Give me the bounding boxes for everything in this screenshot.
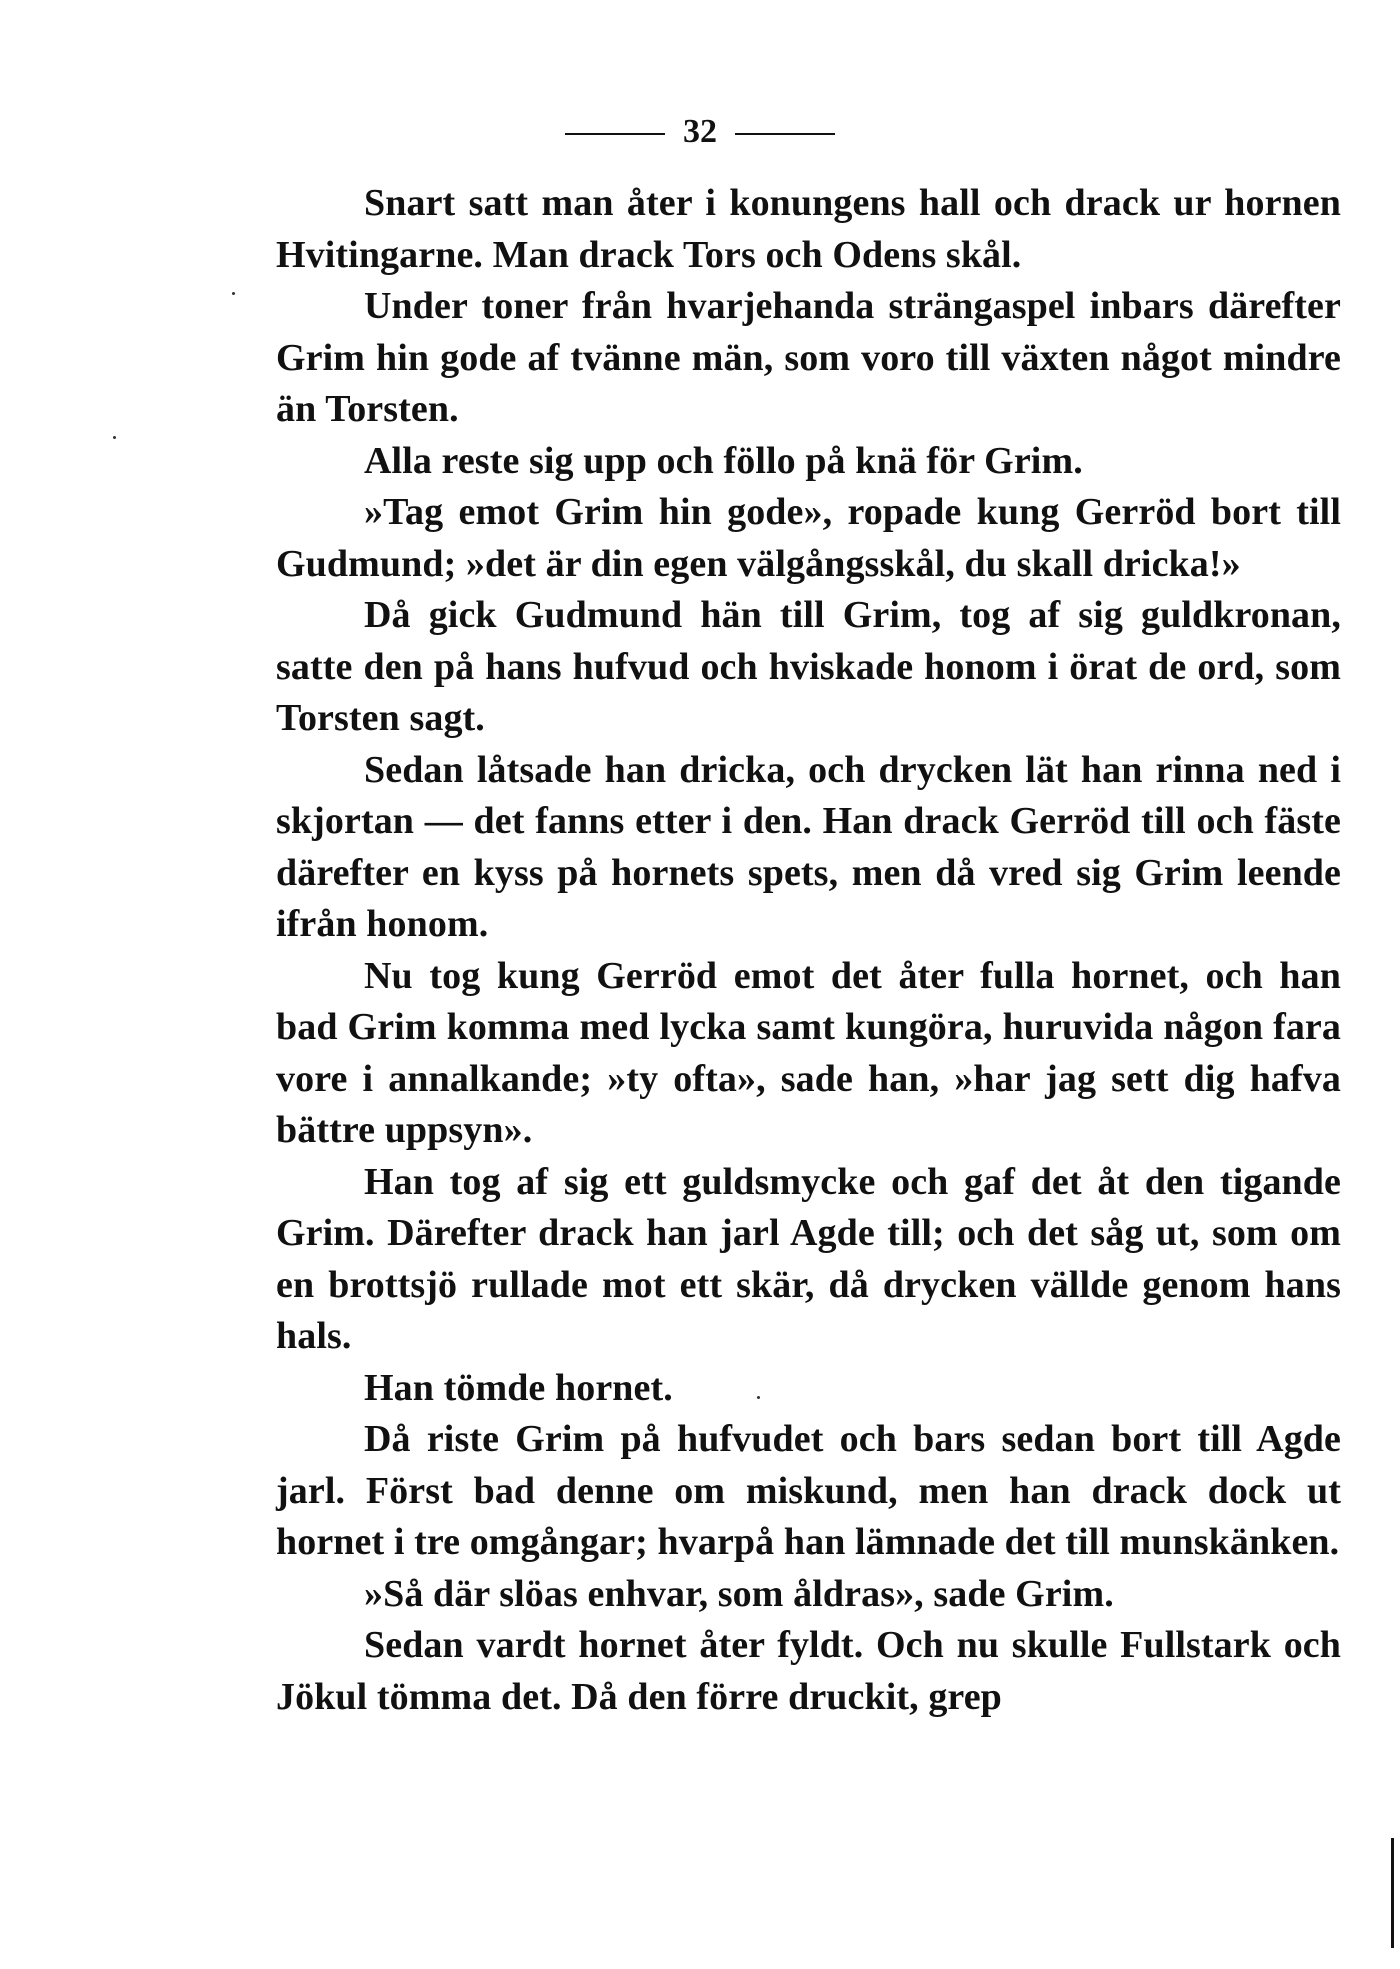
- paragraph-8: Han tog af sig ett guldsmycke och gaf det åt den tigande Grim. Därefter drack han jarl Agde till; och det såg ut, som om en brottsjö rullade mot ett skär, då drycken vällde genom hans hals.: [276, 1160, 1341, 1357]
- body-text: [276, 178, 1341, 1723]
- scan-speck: [113, 436, 116, 439]
- paragraph-2: Under toner från hvarjehanda strängaspel inbars därefter Grim hin gode af tvänne män, som voro till växten något mindre än Torsten.: [276, 285, 1341, 430]
- paragraph-3: Alla reste sig upp och föllo på knä för Grim.: [364, 439, 1083, 482]
- page-number: 32: [683, 113, 717, 150]
- paragraph-6: Sedan låtsade han dricka, och drycken lät han rinna ned i skjortan — det fanns etter i den. Han drack Gerröd till och fäste därefter en kyss på hornets spets, men då vred sig Grim leende ifrån honom.: [276, 748, 1341, 945]
- scan-speck: [757, 1396, 760, 1399]
- header-rule-right: [735, 133, 835, 135]
- paragraph-4: »Tag emot Grim hin gode», ropade kung Gerröd bort till Gudmund; »det är din egen välgångsskål, du skall dricka!»: [276, 491, 1341, 585]
- paragraph-9: Han tömde hornet.: [364, 1366, 673, 1409]
- paragraph-7: Nu tog kung Gerröd emot det åter fulla hornet, och han bad Grim komma med lycka samt kungöra, huruvida någon fara vore i annalkande; »ty ofta», sade han, »har jag sett dig hafva bättre uppsyn».: [276, 954, 1341, 1151]
- scan-speck: [232, 292, 235, 295]
- paragraph-1: Snart satt man åter i konungens hall och drack ur hornen Hvitingarne. Man drack Tors och Odens skål.: [276, 182, 1341, 276]
- scan-edge-mark: [1391, 1838, 1394, 1948]
- paragraph-5: Då gick Gudmund hän till Grim, tog af sig guldkronan, satte den på hans hufvud och hviskade honom i örat de ord, som Torsten sagt.: [276, 594, 1341, 739]
- page-header: [0, 112, 1400, 152]
- paragraph-11: »Så där slöas enhvar, som åldras», sade Grim.: [364, 1572, 1114, 1615]
- paragraph-10: Då riste Grim på hufvudet och bars sedan bort till Agde jarl. Först bad denne om miskund, men han drack dock ut hornet i tre omgångar; hvarpå han lämnade det till munskänken.: [276, 1418, 1341, 1563]
- header-rule-left: [565, 133, 665, 135]
- paragraph-12: Sedan vardt hornet åter fyldt. Och nu skulle Fullstark och Jökul tömma det. Då den förre druckit, grep: [276, 1624, 1341, 1718]
